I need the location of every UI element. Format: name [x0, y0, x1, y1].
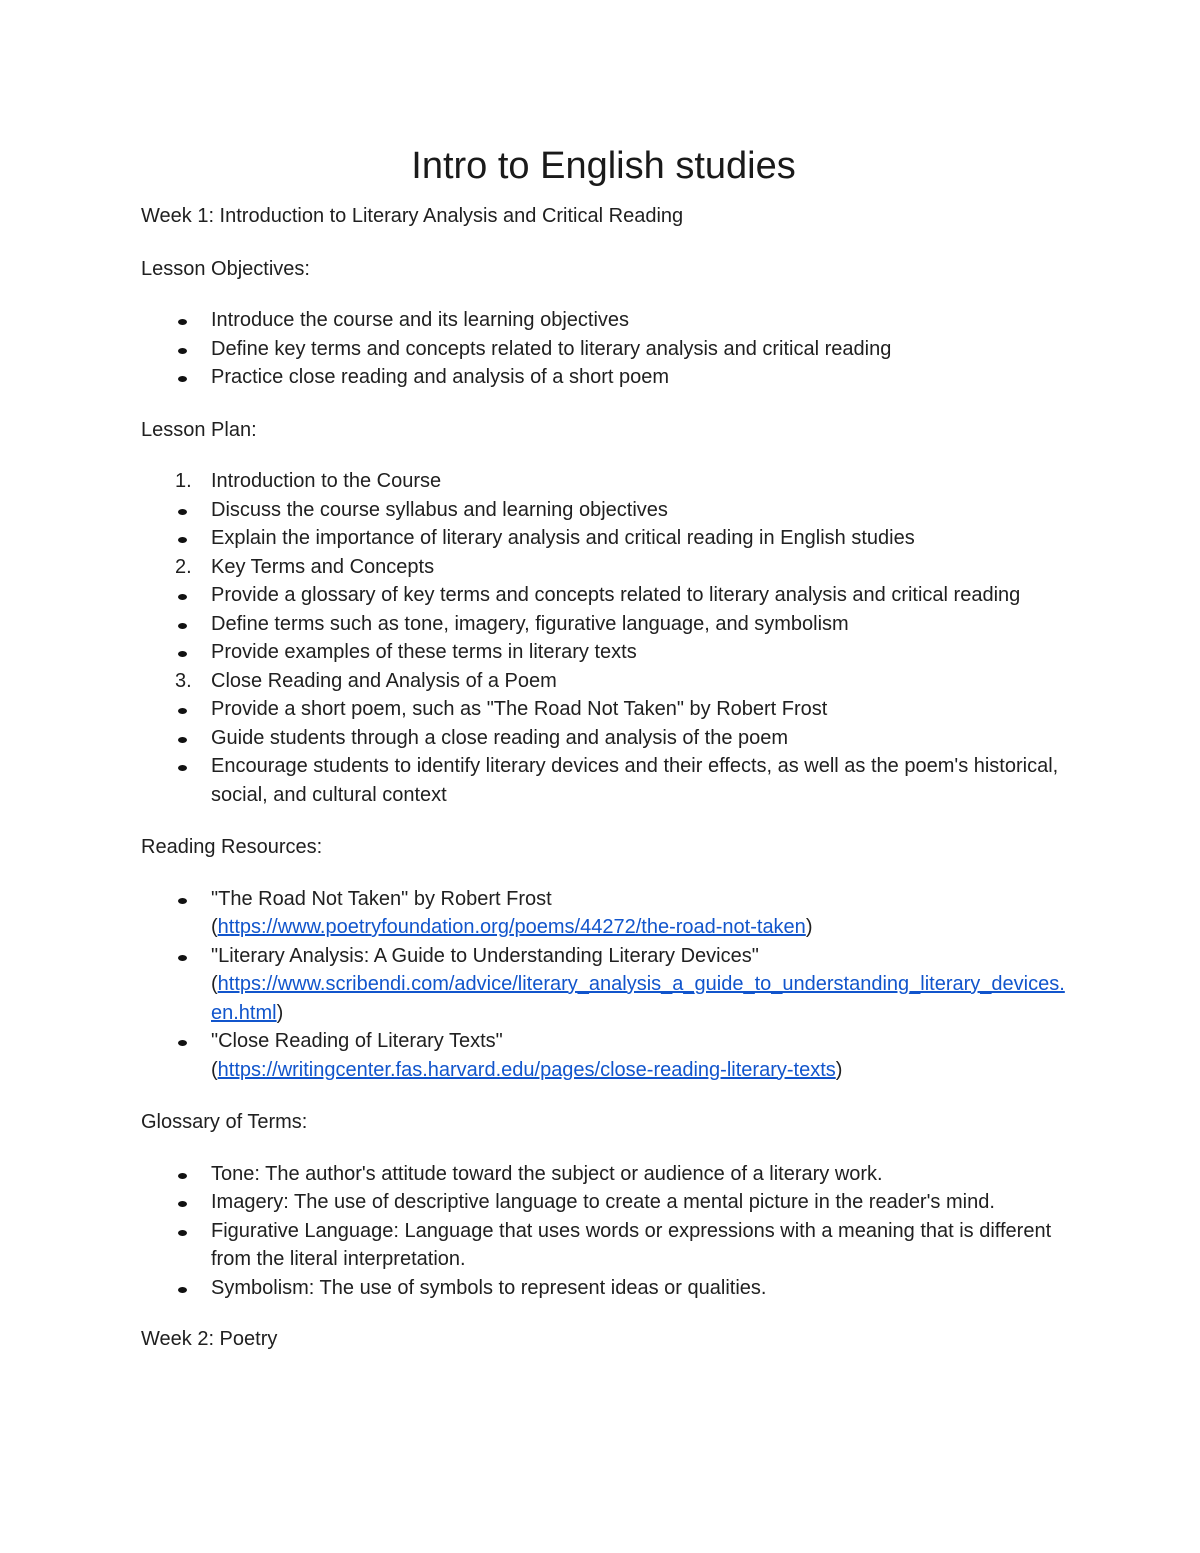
item-text: Define terms such as tone, imagery, figurative language, and symbolism	[211, 612, 849, 635]
list-item: "Close Reading of Literary Texts" (https://writingcenter.fas.harvard.edu/pages/close-reading-literary-texts)	[141, 1027, 1066, 1084]
document-title: Intro to English studies	[411, 145, 796, 187]
lesson-plan-list	[141, 467, 1066, 809]
item-number: 2.	[175, 555, 192, 578]
bullet-icon	[178, 955, 187, 961]
list-item: "The Road Not Taken" by Robert Frost (https://www.poetryfoundation.org/poems/44272/the-road-not-taken)	[141, 885, 1066, 942]
bullet-icon	[178, 348, 187, 354]
list-item: Practice close reading and analysis of a short poem	[141, 363, 1066, 392]
bullet-icon	[178, 898, 187, 904]
item-text: Close Reading and Analysis of a Poem	[211, 669, 557, 692]
list-item	[141, 581, 1066, 610]
item-text: Provide a short poem, such as "The Road Not Taken" by Robert Frost	[211, 698, 828, 720]
list-item	[141, 610, 1066, 639]
item-number: 3.	[175, 669, 192, 692]
bullet-icon	[178, 537, 187, 543]
list-item: Figurative Language: Language that uses words or expressions with a meaning that is different from the literal interpretation.	[141, 1217, 1066, 1274]
bullet-icon	[178, 509, 187, 515]
bullet-icon	[178, 1201, 187, 1207]
resource-link[interactable]: https://www.poetryfoundation.org/poems/44272/the-road-not-taken	[217, 916, 806, 938]
bullet-icon	[178, 1287, 187, 1293]
week-1-heading: Week 1: Introduction to Literary Analysis and Critical Reading	[141, 205, 684, 227]
bullet-icon	[178, 737, 187, 743]
bullet-icon	[178, 708, 187, 714]
list-item: "Literary Analysis: A Guide to Understanding Literary Devices" (https://www.scribendi.com/advice/literary_analysis_a_guide_to_understanding_literary_devices.en.html)	[141, 942, 1066, 1028]
list-item: Imagery: The use of descriptive language to create a mental picture in the reader's mind.	[141, 1188, 1066, 1217]
bullet-icon	[178, 376, 187, 382]
bullet-icon	[178, 1230, 187, 1236]
item-text: Discuss the course syllabus and learning objectives	[211, 498, 668, 521]
list-item: Introduce the course and its learning objectives	[141, 306, 1066, 335]
list-item: Symbolism: The use of symbols to represent ideas or qualities.	[141, 1274, 1066, 1303]
bullet-icon	[178, 319, 187, 325]
bullet-icon	[178, 1040, 187, 1046]
numbered-item	[141, 553, 1066, 582]
reading-resources-list	[141, 885, 1066, 1085]
document-page	[141, 140, 1066, 1354]
bullet-icon	[178, 1173, 187, 1179]
resource-link[interactable]: https://writingcenter.fas.harvard.edu/pages/close-reading-literary-texts	[217, 1058, 836, 1081]
item-text: Key Terms and Concepts	[211, 555, 435, 578]
lesson-plan-heading: Lesson Plan:	[141, 418, 257, 441]
numbered-item	[141, 467, 1066, 496]
item-text: Explain the importance of literary analysis and critical reading in English studies	[211, 527, 915, 549]
list-item	[141, 752, 1066, 809]
item-text: Encourage students to identify literary devices and their effects, as well as the poem's historical, social, and cultural context	[211, 755, 1059, 806]
glossary-list	[141, 1160, 1066, 1303]
bullet-icon	[178, 765, 187, 771]
bullet-icon	[178, 651, 187, 657]
glossary-heading: Glossary of Terms:	[141, 1111, 308, 1133]
item-text: Provide a glossary of key terms and concepts related to literary analysis and critical reading	[211, 584, 1021, 606]
lesson-objectives-heading: Lesson Objectives:	[141, 257, 310, 280]
numbered-item	[141, 667, 1066, 696]
list-item: Define key terms and concepts related to literary analysis and critical reading	[141, 335, 1066, 364]
list-item	[141, 638, 1066, 667]
resource-link[interactable]: https://www.scribendi.com/advice/literary_analysis_a_guide_to_understanding_literary_devices.en.html	[211, 973, 1065, 1024]
item-number: 1.	[175, 470, 192, 492]
lesson-objectives-list	[141, 306, 1066, 392]
list-item	[141, 695, 1066, 724]
list-item	[141, 724, 1066, 753]
bullet-icon	[178, 594, 187, 600]
list-item	[141, 524, 1066, 553]
item-text: Guide students through a close reading and analysis of the poem	[211, 726, 789, 749]
week-2-heading: Week 2: Poetry	[141, 1328, 278, 1350]
list-item: Tone: The author's attitude toward the subject or audience of a literary work.	[141, 1160, 1066, 1189]
item-text: Provide examples of these terms in literary texts	[211, 641, 637, 663]
bullet-icon	[178, 623, 187, 629]
item-text: Introduction to the Course	[211, 470, 442, 492]
list-item	[141, 496, 1066, 525]
reading-resources-heading: Reading Resources:	[141, 836, 323, 858]
